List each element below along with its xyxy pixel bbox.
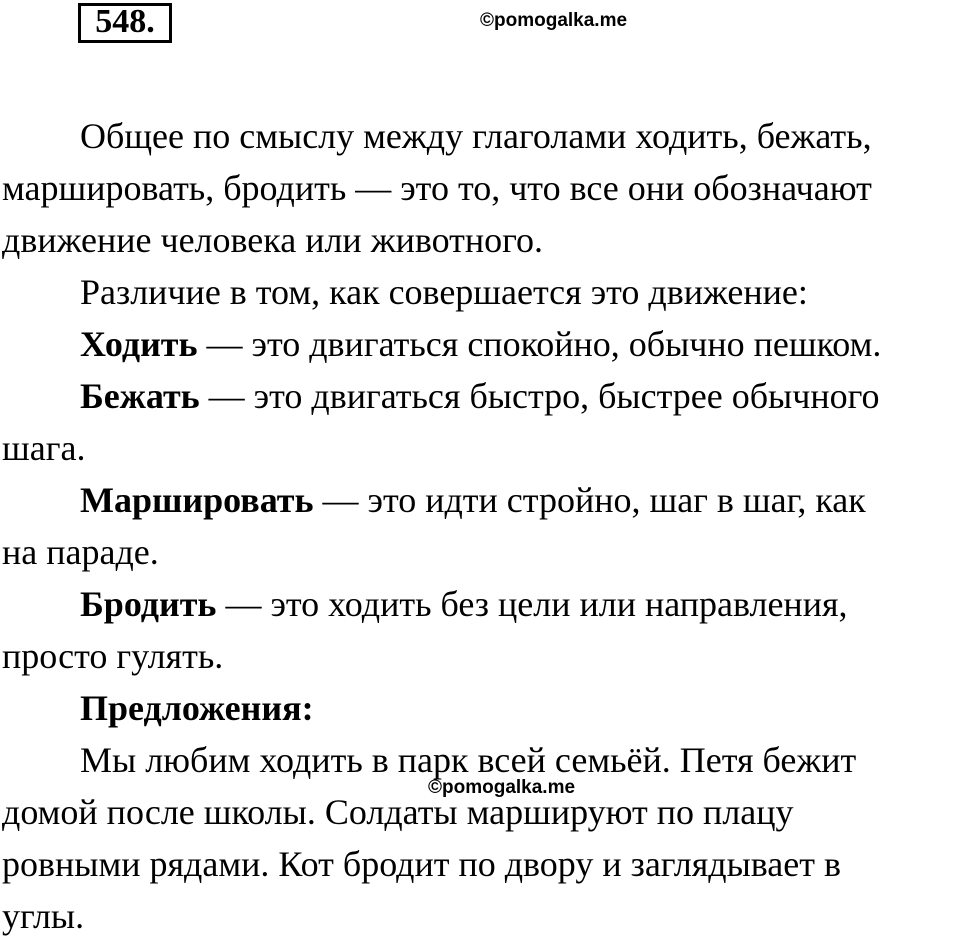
definition-term: Бродить <box>80 584 217 624</box>
definition-text: — это двигаться спокойно, обычно пешком. <box>197 324 882 364</box>
definition-term: Ходить <box>80 324 198 364</box>
sentence-line: ровными рядами. Кот бродит по двору и заглядывает в <box>2 844 841 884</box>
watermark-middle: ©pomogalka.me <box>428 777 576 798</box>
intro-line: движение человека или животного. <box>2 220 543 260</box>
difference-line: Различие в том, как совершается это движение: <box>80 272 808 312</box>
definition-continuation: шага. <box>2 428 86 468</box>
definition-text: — это идти стройно, шаг в шаг, как <box>313 480 866 520</box>
intro-line: Общее по смыслу между глаголами ходить, бежать, <box>80 116 872 156</box>
intro-line: маршировать, бродить — это то, что все они обозначают <box>2 168 872 208</box>
definition-bezhat <box>2 370 960 422</box>
sentence-line: углы. <box>2 896 85 936</box>
sentences-heading <box>2 682 960 734</box>
sentence-line: Мы любим ходить в парк всей семьёй. Петя бежит <box>80 740 857 780</box>
definition-hodit <box>2 318 960 370</box>
definition-text: — это двигаться быстро, быстрее обычного <box>199 376 880 416</box>
sentence-line: домой после школы. Солдаты маршируют по плацу <box>2 792 794 832</box>
definition-continuation: просто гулять. <box>2 636 224 676</box>
answer-text <box>2 110 960 942</box>
intro-paragraph <box>2 110 960 266</box>
definition-text: — это ходить без цели или направления, <box>216 584 848 624</box>
definition-term: Маршировать <box>80 480 314 520</box>
definition-marshirovat <box>2 474 960 526</box>
watermark-top: ©pomogalka.me <box>480 10 628 31</box>
sentences-heading-text: Предложения: <box>80 688 314 728</box>
task-number: 548. <box>78 3 172 43</box>
definition-continuation: на параде. <box>2 532 159 572</box>
sentences-paragraph <box>2 734 960 942</box>
definition-term: Бежать <box>80 376 200 416</box>
definition-brodit <box>2 578 960 630</box>
